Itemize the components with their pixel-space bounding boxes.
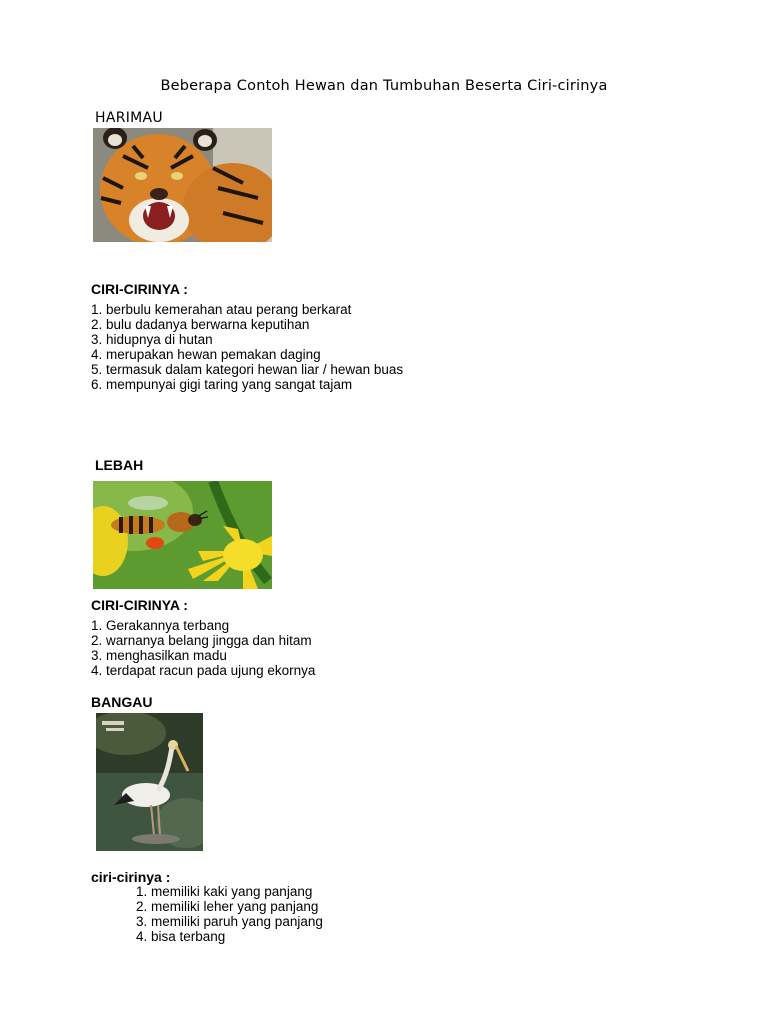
stork-photo [96, 713, 203, 851]
list-item: 6. mempunyai gigi taring yang sangat tajam [91, 377, 353, 392]
traits-list-harimau [91, 302, 403, 392]
traits-label-harimau: CIRI-CIRINYA : [91, 281, 188, 297]
list-item: 3. menghasilkan madu [91, 648, 227, 663]
traits-list-lebah [91, 618, 315, 678]
list-item: 4. merupakan hewan pemakan daging [91, 347, 321, 362]
list-item: 3. hidupnya di hutan [91, 332, 213, 347]
list-item: 1. berbulu kemerahan atau perang berkarat [91, 302, 352, 317]
traits-label-lebah: CIRI-CIRINYA : [91, 597, 188, 613]
tiger-photo [93, 128, 272, 242]
traits-label-bangau: ciri-cirinya : [91, 869, 171, 885]
list-item: 2. bulu dadanya berwarna keputihan [91, 317, 310, 332]
list-item: 2. memiliki leher yang panjang [136, 899, 319, 914]
section-heading-bangau: BANGAU [91, 694, 153, 710]
list-item: 2. warnanya belang jingga dan hitam [91, 633, 312, 648]
section-heading-lebah: LEBAH [95, 457, 144, 473]
section-heading-harimau: HARIMAU [95, 110, 163, 126]
list-item: 4. terdapat racun pada ujung ekornya [91, 663, 316, 678]
bee-photo [93, 481, 272, 589]
list-item: 1. Gerakannya terbang [91, 618, 230, 633]
list-item: 4. bisa terbang [136, 929, 226, 944]
list-item: 1. memiliki kaki yang panjang [136, 884, 313, 899]
list-item: 5. termasuk dalam kategori hewan liar / hewan buas [91, 362, 404, 377]
traits-list-bangau [136, 884, 323, 944]
list-item: 3. memiliki paruh yang panjang [136, 914, 323, 929]
document-title: Beberapa Contoh Hewan dan Tumbuhan Beserta Ciri-cirinya [160, 78, 608, 94]
